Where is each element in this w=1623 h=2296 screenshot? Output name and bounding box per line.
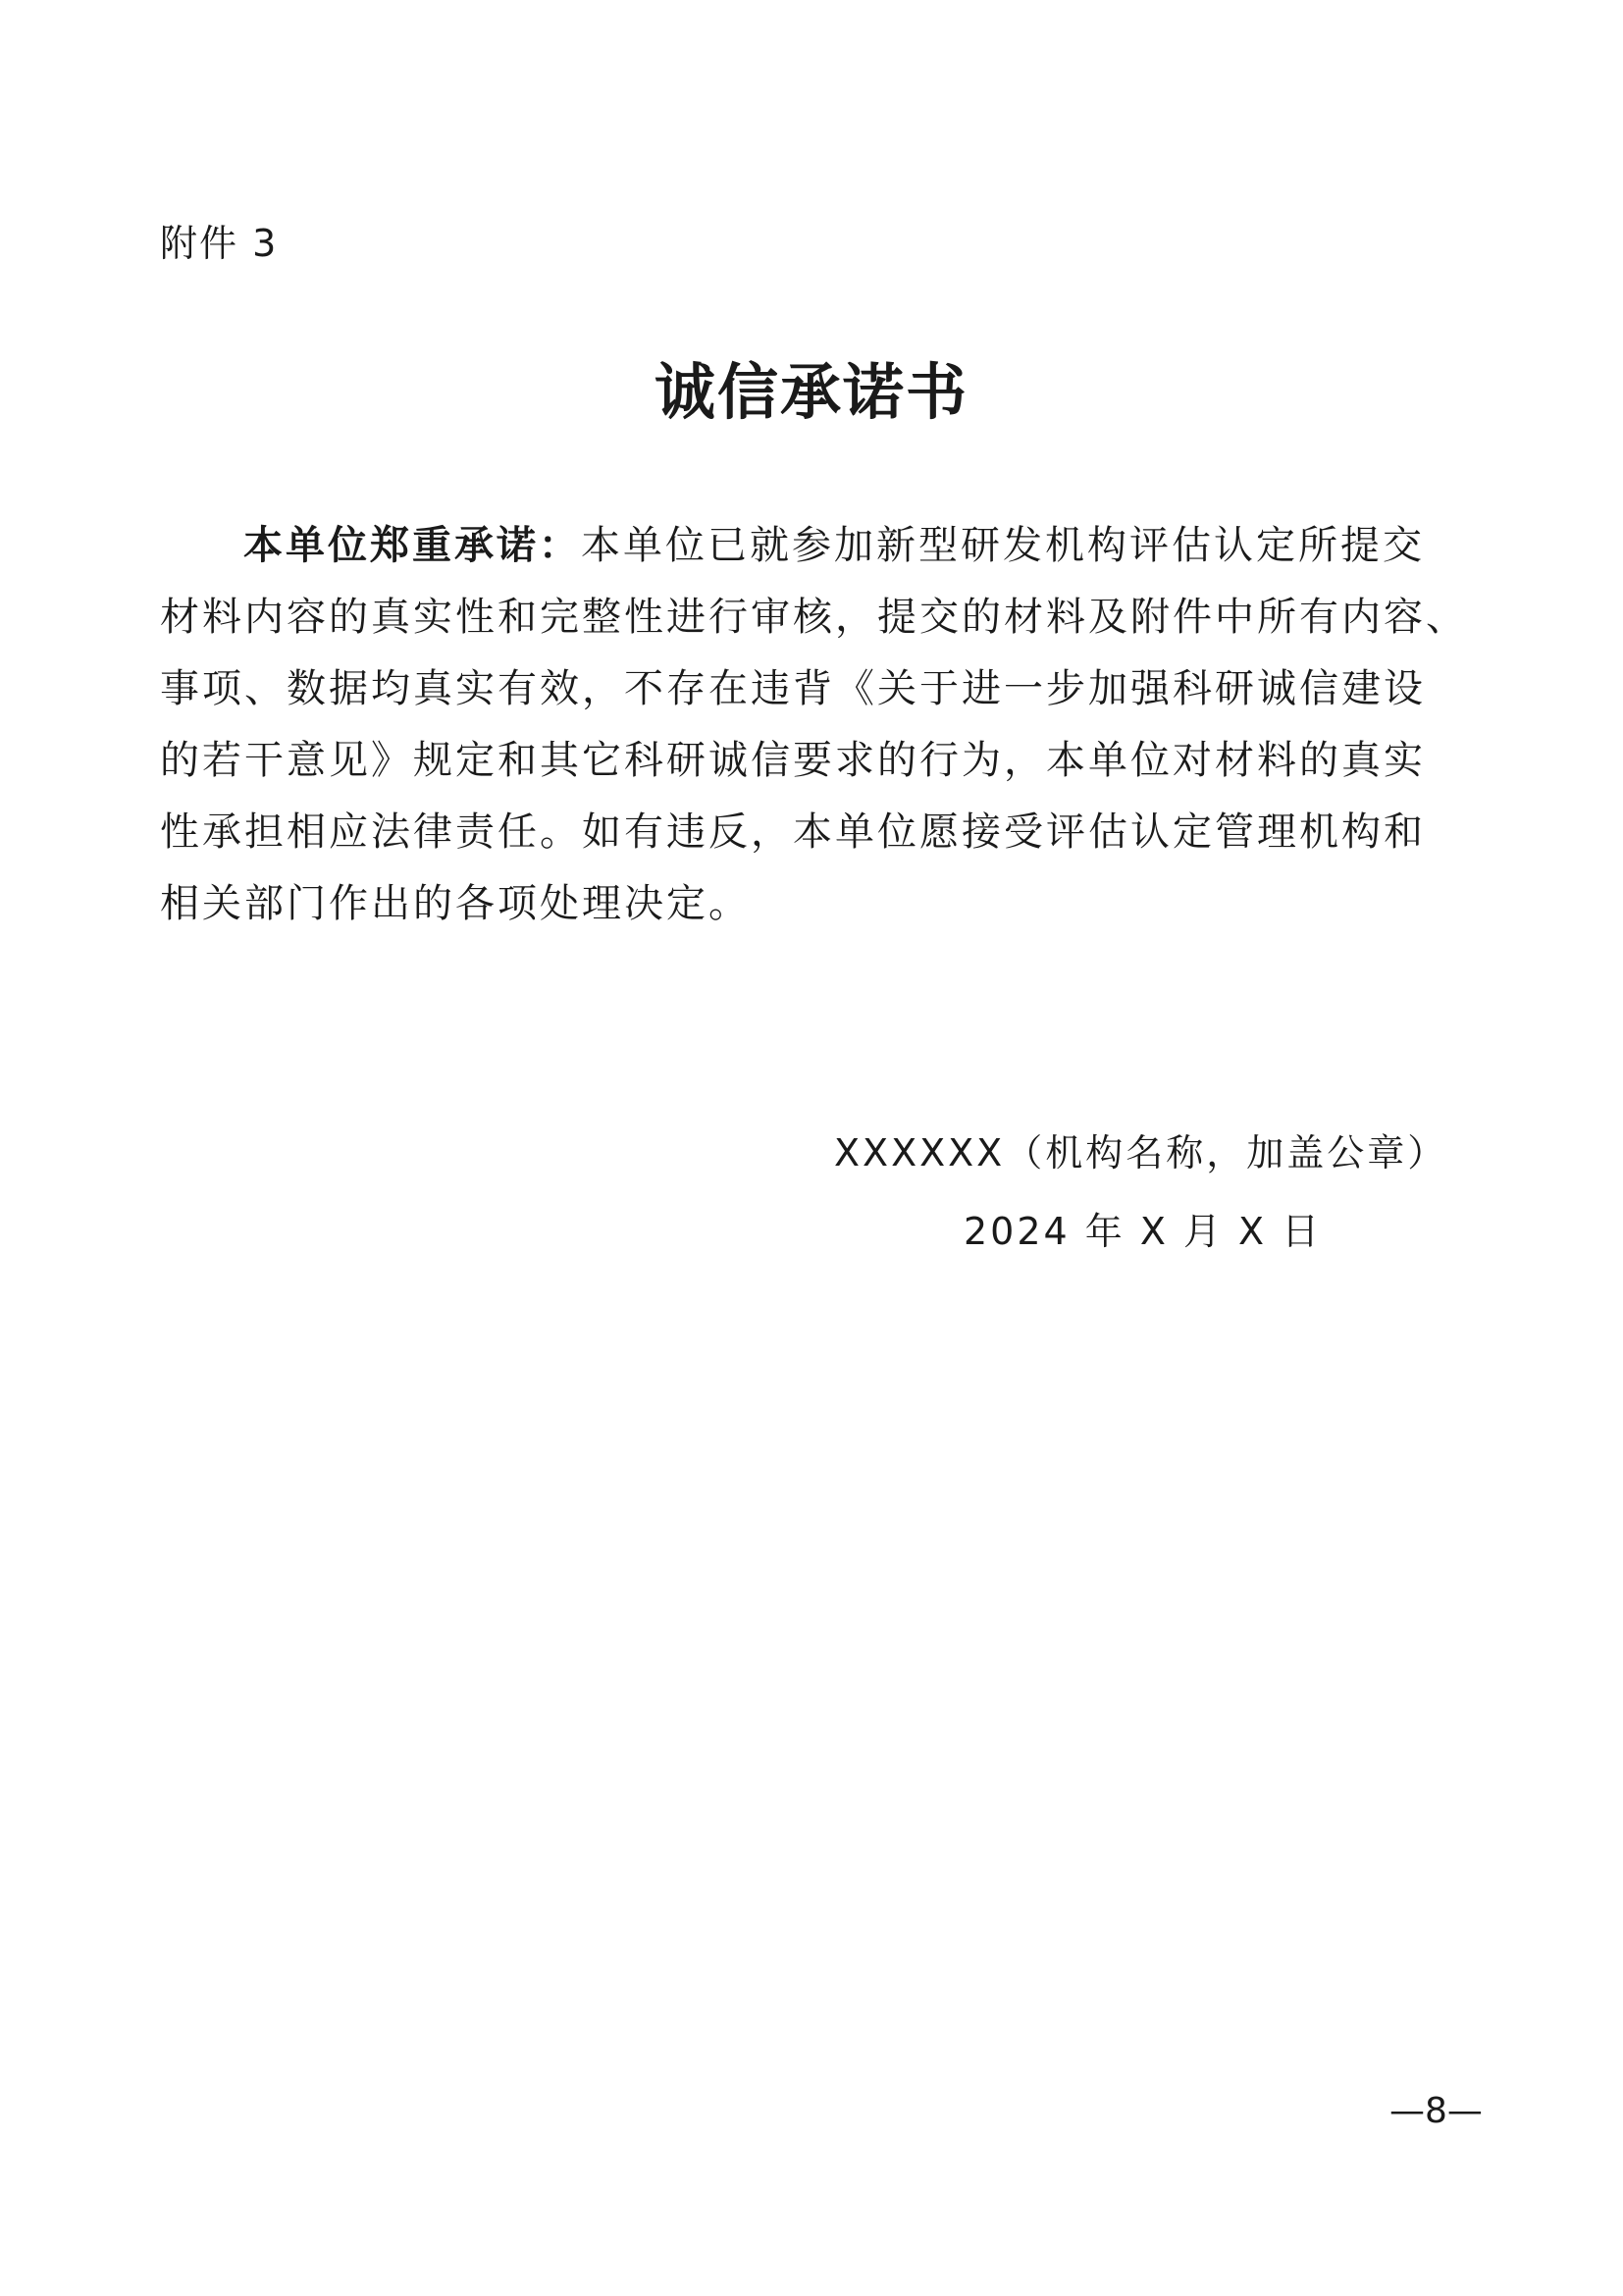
paragraph-line-4: 的若干意见》规定和其它科研诚信要求的行为，本单位对材料的真实 [160,738,1426,783]
paragraph-line-1 [160,510,1475,582]
signature-date: 2024 年 X 月 X 日 [964,1210,1323,1253]
paragraph-line-5: 性承担相应法律责任。如有违反，本单位愿接受评估认定管理机构和 [160,809,1426,855]
paragraph-line-6: 相关部门作出的各项处理决定。 [160,881,751,926]
paragraph-line-1-text: 本单位已就参加新型研发机构评估认定所提交 [581,523,1425,568]
attachment-label: 附件 3 [160,222,279,265]
paragraph-line-3: 事项、数据均真实有效，不存在违背《关于进一步加强科研诚信建设 [160,666,1426,711]
paragraph-line-2: 材料内容的真实性和完整性进行审核，提交的材料及附件中所有内容、 [160,595,1468,640]
commitment-paragraph [160,510,1475,940]
document-title: 诚信承诺书 [654,356,969,428]
commitment-lead: 本单位郑重承诺： [243,523,581,568]
page-number: —8— [1389,2091,1483,2131]
signature-organization: XXXXXX（机构名称，加盖公章） [834,1131,1448,1174]
